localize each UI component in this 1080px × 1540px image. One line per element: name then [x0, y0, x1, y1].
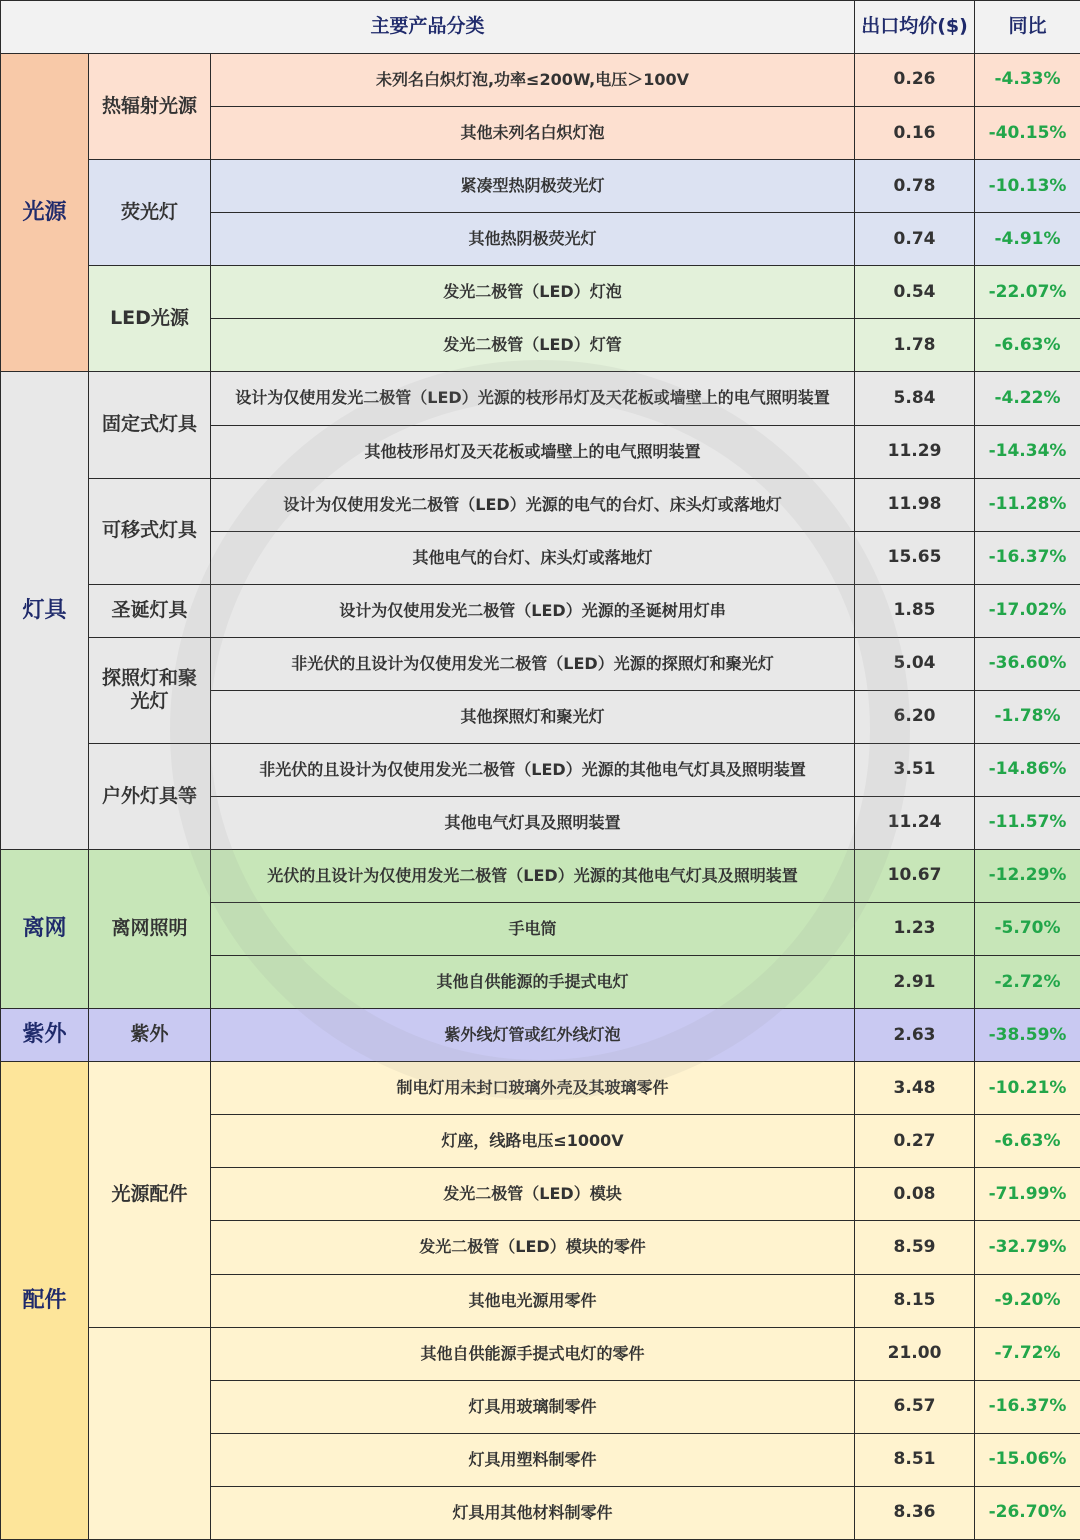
- item-cell: 其他电气的台灯、床头灯或落地灯: [211, 531, 855, 584]
- item-cell: 发光二极管（LED）模块的零件: [211, 1221, 855, 1274]
- yoy-cell: -2.72%: [975, 956, 1080, 1009]
- price-cell: 0.26: [855, 54, 975, 107]
- item-cell: 制电灯用未封口玻璃外壳及其玻璃零件: [211, 1062, 855, 1115]
- yoy-cell: -7.72%: [975, 1327, 1080, 1380]
- item-cell: 非光伏的且设计为仅使用发光二极管（LED）光源的其他电气灯具及照明装置: [211, 743, 855, 796]
- subgroup-cell: 荧光灯: [89, 160, 211, 266]
- price-cell: 0.74: [855, 213, 975, 266]
- group-cell: 离网: [1, 850, 89, 1009]
- subgroup-cell: 光源配件: [89, 1062, 211, 1327]
- subgroup-cell: 固定式灯具: [89, 372, 211, 478]
- price-cell: 6.57: [855, 1380, 975, 1433]
- price-cell: 0.54: [855, 266, 975, 319]
- table-row: [1, 637, 1080, 690]
- item-cell: 其他枝形吊灯及天花板或墙壁上的电气照明装置: [211, 425, 855, 478]
- yoy-cell: -6.63%: [975, 1115, 1080, 1168]
- subgroup-cell: 户外灯具等: [89, 743, 211, 849]
- yoy-cell: -16.37%: [975, 1380, 1080, 1433]
- subgroup-cell: 热辐射光源: [89, 54, 211, 160]
- item-cell: 发光二极管（LED）灯泡: [211, 266, 855, 319]
- table-row: [1, 1327, 1080, 1380]
- item-cell: 灯具用其他材料制零件: [211, 1486, 855, 1539]
- yoy-cell: -22.07%: [975, 266, 1080, 319]
- yoy-cell: -4.22%: [975, 372, 1080, 425]
- header-yoy: 同比: [975, 1, 1080, 54]
- group-cell: 灯具: [1, 372, 89, 850]
- yoy-cell: -14.86%: [975, 743, 1080, 796]
- price-cell: 1.23: [855, 903, 975, 956]
- table-row: [1, 266, 1080, 319]
- subgroup-cell: 紫外: [89, 1009, 211, 1062]
- item-cell: 设计为仅使用发光二极管（LED）光源的枝形吊灯及天花板或墙壁上的电气照明装置: [211, 372, 855, 425]
- yoy-cell: -36.60%: [975, 637, 1080, 690]
- item-cell: 发光二极管（LED）模块: [211, 1168, 855, 1221]
- group-cell: 紫外: [1, 1009, 89, 1062]
- yoy-cell: -9.20%: [975, 1274, 1080, 1327]
- subgroup-cell: 探照灯和聚光灯: [89, 637, 211, 743]
- price-cell: 6.20: [855, 690, 975, 743]
- price-cell: 15.65: [855, 531, 975, 584]
- price-cell: 0.16: [855, 107, 975, 160]
- price-cell: 0.27: [855, 1115, 975, 1168]
- table-row: [1, 160, 1080, 213]
- item-cell: 其他探照灯和聚光灯: [211, 690, 855, 743]
- table-row: [1, 584, 1080, 637]
- group-cell: 配件: [1, 1062, 89, 1540]
- yoy-cell: -14.34%: [975, 425, 1080, 478]
- header-price: 出口均价($): [855, 1, 975, 54]
- yoy-cell: -4.91%: [975, 213, 1080, 266]
- yoy-cell: -11.57%: [975, 796, 1080, 849]
- price-cell: 1.85: [855, 584, 975, 637]
- subgroup-cell: [89, 1327, 211, 1539]
- yoy-cell: -16.37%: [975, 531, 1080, 584]
- price-cell: 21.00: [855, 1327, 975, 1380]
- item-cell: 其他自供能源的手提式电灯: [211, 956, 855, 1009]
- item-cell: 其他未列名白炽灯泡: [211, 107, 855, 160]
- subgroup-cell: LED光源: [89, 266, 211, 372]
- yoy-cell: -5.70%: [975, 903, 1080, 956]
- price-cell: 5.04: [855, 637, 975, 690]
- price-cell: 5.84: [855, 372, 975, 425]
- item-cell: 设计为仅使用发光二极管（LED）光源的圣诞树用灯串: [211, 584, 855, 637]
- item-cell: 灯具用玻璃制零件: [211, 1380, 855, 1433]
- price-cell: 8.15: [855, 1274, 975, 1327]
- subgroup-cell: 可移式灯具: [89, 478, 211, 584]
- price-cell: 3.51: [855, 743, 975, 796]
- price-cell: 2.91: [855, 956, 975, 1009]
- yoy-cell: -4.33%: [975, 54, 1080, 107]
- item-cell: 设计为仅使用发光二极管（LED）光源的电气的台灯、床头灯或落地灯: [211, 478, 855, 531]
- item-cell: 其他自供能源手提式电灯的零件: [211, 1327, 855, 1380]
- header-category: 主要产品分类: [1, 1, 855, 54]
- price-cell: 11.98: [855, 478, 975, 531]
- yoy-cell: -10.21%: [975, 1062, 1080, 1115]
- price-cell: 0.08: [855, 1168, 975, 1221]
- subgroup-cell: 离网照明: [89, 850, 211, 1009]
- yoy-cell: -11.28%: [975, 478, 1080, 531]
- yoy-cell: -15.06%: [975, 1433, 1080, 1486]
- item-cell: 灯具用塑料制零件: [211, 1433, 855, 1486]
- item-cell: 光伏的且设计为仅使用发光二极管（LED）光源的其他电气灯具及照明装置: [211, 850, 855, 903]
- item-cell: 灯座，线路电压≤1000V: [211, 1115, 855, 1168]
- subgroup-cell: 圣诞灯具: [89, 584, 211, 637]
- group-cell: 光源: [1, 54, 89, 372]
- table-row: [1, 372, 1080, 425]
- yoy-cell: -71.99%: [975, 1168, 1080, 1221]
- yoy-cell: -1.78%: [975, 690, 1080, 743]
- item-cell: 非光伏的且设计为仅使用发光二极管（LED）光源的探照灯和聚光灯: [211, 637, 855, 690]
- yoy-cell: -6.63%: [975, 319, 1080, 372]
- item-cell: 其他电光源用零件: [211, 1274, 855, 1327]
- price-cell: 11.24: [855, 796, 975, 849]
- table-row: [1, 54, 1080, 107]
- item-cell: 未列名白炽灯泡,功率≤200W,电压＞100V: [211, 54, 855, 107]
- price-cell: 3.48: [855, 1062, 975, 1115]
- yoy-cell: -26.70%: [975, 1486, 1080, 1539]
- table-row: [1, 850, 1080, 903]
- table-row: [1, 478, 1080, 531]
- yoy-cell: -10.13%: [975, 160, 1080, 213]
- item-cell: 其他电气灯具及照明装置: [211, 796, 855, 849]
- price-cell: 8.51: [855, 1433, 975, 1486]
- price-cell: 11.29: [855, 425, 975, 478]
- header-row: [1, 1, 1080, 54]
- table-row: [1, 1009, 1080, 1062]
- yoy-cell: -32.79%: [975, 1221, 1080, 1274]
- item-cell: 发光二极管（LED）灯管: [211, 319, 855, 372]
- yoy-cell: -40.15%: [975, 107, 1080, 160]
- yoy-cell: -12.29%: [975, 850, 1080, 903]
- price-cell: 8.36: [855, 1486, 975, 1539]
- price-cell: 8.59: [855, 1221, 975, 1274]
- table-row: [1, 1062, 1080, 1115]
- price-cell: 10.67: [855, 850, 975, 903]
- item-cell: 紫外线灯管或红外线灯泡: [211, 1009, 855, 1062]
- price-cell: 0.78: [855, 160, 975, 213]
- yoy-cell: -38.59%: [975, 1009, 1080, 1062]
- price-cell: 1.78: [855, 319, 975, 372]
- item-cell: 紧凑型热阴极荧光灯: [211, 160, 855, 213]
- item-cell: 手电筒: [211, 903, 855, 956]
- price-cell: 2.63: [855, 1009, 975, 1062]
- table-row: [1, 743, 1080, 796]
- yoy-cell: -17.02%: [975, 584, 1080, 637]
- item-cell: 其他热阴极荧光灯: [211, 213, 855, 266]
